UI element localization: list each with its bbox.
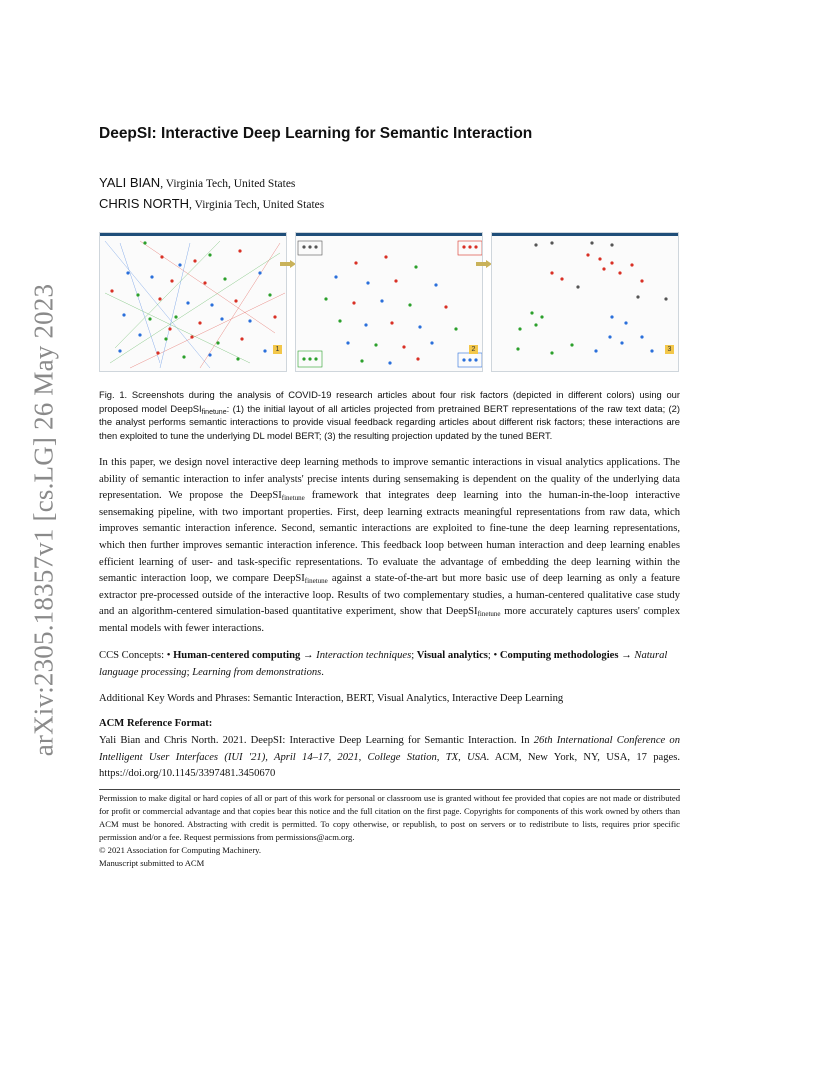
abstract — [99, 455, 680, 638]
figure-caption — [99, 388, 680, 442]
acm-reference-venue: 26th International Conference on Intelligent User Interfaces (IUI '21), April 14–17, 2021, College Station, TX, USA — [99, 735, 680, 763]
arxiv-identifier: arXiv:2305.18357v1 [cs.LG] 26 May 2023 — [28, 283, 59, 757]
permission-notice: Permission to make digital or hard copies of all or part of this work for personal or classroom use is granted without fee provided that copies are not made or distributed for profit or commercial advantage and that copies bear this notice and the full citation on the first page. Copyrights for components of this work owned by others than ACM must be honored. Abstracting with credit is permitted. To copy otherwise, or republish, to post on servers or to redistribute to lists, requires prior specific permission and/or a fee. Request permissions from permissions@acm.org. — [99, 793, 680, 842]
paper-title: DeepSI: Interactive Deep Learning for Semantic Interaction — [99, 125, 533, 142]
arxiv-sidebar — [0, 0, 64, 1072]
article-dots-1 — [110, 241, 276, 360]
ccs-arrow: → — [618, 650, 635, 661]
ccs-concept: Computing methodologies — [499, 650, 619, 661]
ccs-concept: Human-centered computing — [173, 650, 301, 661]
ccs-separator: ; — [186, 666, 193, 678]
ccs-lead: CCS Concepts: • — [99, 650, 174, 661]
acm-reference-text: Yali Bian and Chris North. 2021. DeepSI: Interactive Deep Learning for Semantic Interaction. In — [99, 735, 534, 746]
ccs-concepts — [99, 648, 680, 681]
article-dots-3 — [516, 241, 667, 354]
abstract-text: In this paper, we design novel interactive deep learning methods to improve semantic interactions in visual analytics applications. The ability of semantic interaction to infer analysts' precise intents during sensemaking is dependent on the quality of the underlying data representation. We propose the DeepSI — [99, 457, 680, 502]
ccs-subconcept: Learning from demonstrations — [192, 666, 322, 678]
ccs-subconcept: Natural language processing — [99, 650, 668, 678]
acm-reference — [99, 733, 680, 783]
ccs-end: . — [321, 666, 324, 678]
step-badge-1: 1 — [273, 345, 282, 354]
keywords: Additional Key Words and Phrases: Semantic Interaction, BERT, Visual Analytics, Interactive Deep Learning — [99, 693, 564, 704]
ccs-arrow: → — [300, 650, 317, 661]
projection-plot-2 — [296, 233, 483, 372]
ccs-separator: ; — [411, 650, 417, 661]
acm-reference-text: . ACM, New York, NY, USA, 17 pages. https://doi.org/10.1145/3397481.3450670 — [99, 751, 680, 780]
ccs-subconcept: Interaction techniques — [316, 650, 412, 661]
panel-semantic-interaction — [295, 232, 483, 372]
arrow-right-icon — [280, 260, 296, 268]
figure-screenshots — [99, 232, 679, 372]
panel-initial-layout — [99, 232, 287, 372]
ccs-separator: ; • — [487, 650, 500, 661]
ccs-concept: Visual analytics — [416, 650, 488, 661]
panel-tuned-projection — [491, 232, 679, 372]
projection-plot-1 — [100, 233, 287, 372]
article-dots-2 — [324, 255, 457, 364]
author-affiliation: , Virginia Tech, United States — [160, 178, 296, 190]
copyright-notice: © 2021 Association for Computing Machinery. — [99, 845, 262, 855]
abstract-text: more accurately captures users' complex mental models with fewer interactions. — [99, 606, 680, 634]
author-affiliation: , Virginia Tech, United States — [189, 199, 325, 211]
author-1 — [99, 175, 295, 191]
step-badge-3: 3 — [665, 345, 674, 354]
step-badge-2: 2 — [469, 345, 478, 354]
abstract-subscript: finetune — [304, 577, 328, 586]
footnote-divider — [99, 789, 680, 790]
author-name: CHRIS NORTH — [99, 196, 190, 211]
author-2 — [99, 196, 324, 212]
caption-text: : (1) the initial layout of all articles projected from pretrained BERT representations of the raw text data; (2) the analyst performs semantic interactions to provide visual feedback regarding articles about different risk factors; these interactions are then exploited to tune the underlying DL model BERT; (3) the resulting projection updated by the tuned BERT. — [99, 402, 681, 441]
abstract-subscript: finetune — [477, 610, 501, 619]
arrow-right-icon — [476, 260, 492, 268]
manuscript-notice: Manuscript submitted to ACM — [99, 858, 205, 868]
caption-text: Fig. 1. Screenshots during the analysis of COVID-19 research articles about four risk factors (depicted in different colors) using our proposed model DeepSI — [99, 389, 680, 414]
acm-reference-heading: ACM Reference Format: — [99, 718, 213, 729]
author-name: YALI BIAN — [99, 175, 161, 190]
abstract-text: against a state-of-the-art but more basic use of deep learning as only a feature extractor pre-processed outside of the interactive loop. Results of two complementary studies, a human-centered qualitative case study and an algorithm-centered simulation-based quantitative experiment, show that DeepSI — [99, 573, 681, 618]
projection-plot-3 — [492, 233, 679, 372]
abstract-subscript: finetune — [281, 494, 305, 503]
footnotes — [99, 792, 680, 870]
abstract-text: framework that integrates deep learning into the human-in-the-loop interactive sensemaking pipeline, with two important properties. First, deep learning extracts meaningful representations from raw data, which improves semantic interaction inference. Second, semantic interactions are exploited to fine-tune the deep learning representations, which then further improves semantic interaction inference. This feedback loop between human interaction and deep learning enables efficient learning of user- and task-specific representations. To evaluate the advantage of embedding the deep learning within the semantic interaction loop, we compare DeepSI — [99, 490, 680, 585]
caption-subscript: finetune — [201, 408, 227, 416]
